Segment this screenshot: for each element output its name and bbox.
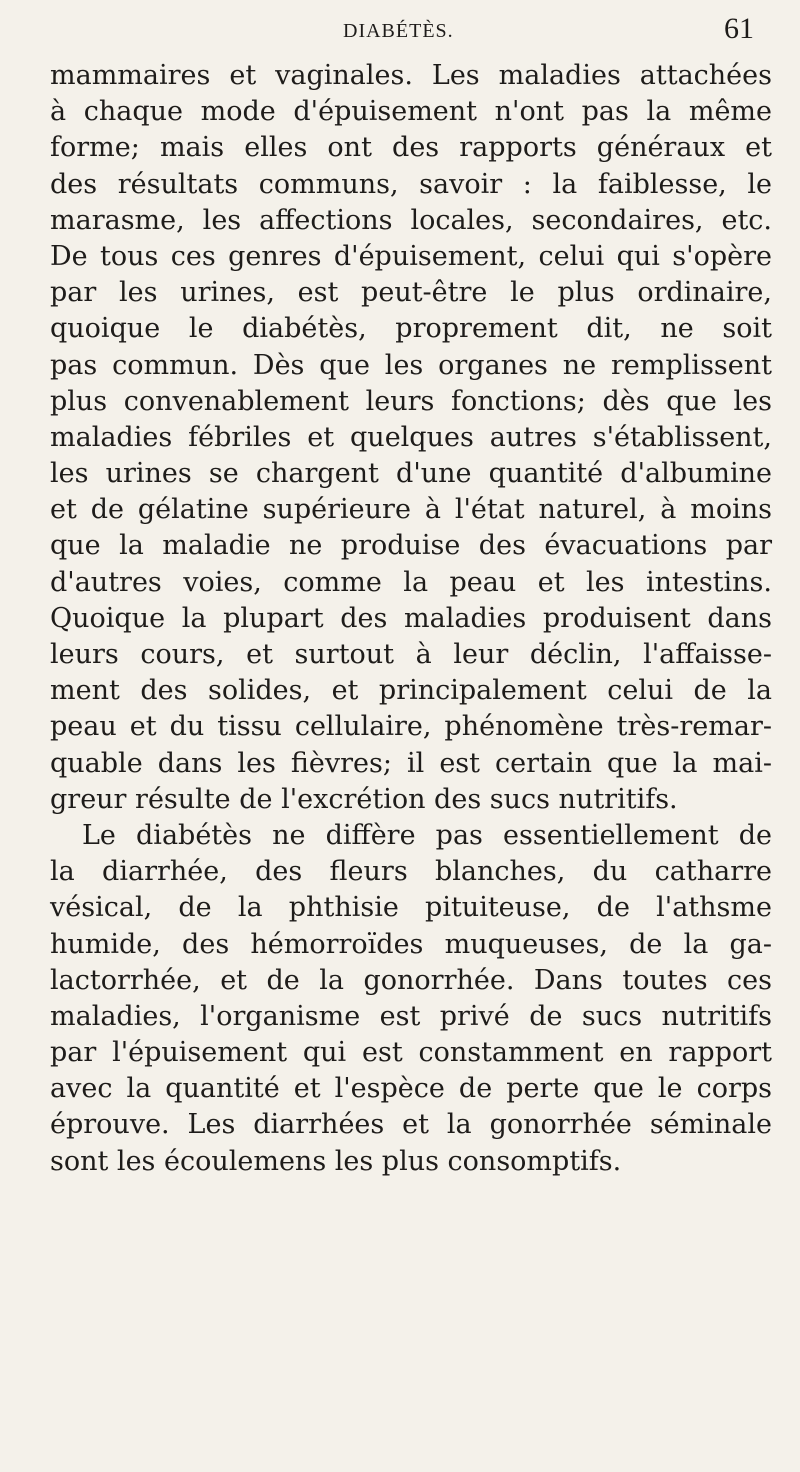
text-line: et de gélatine supérieure à l'état naturel, à moins	[50, 494, 772, 526]
text-line: forme; mais elles ont des rapports généraux et	[50, 132, 772, 164]
text-line: éprouve. Les diarrhées et la gonorrhée séminale	[50, 1109, 772, 1141]
text-line: Quoique la plupart des maladies produisent dans	[50, 602, 772, 634]
paragraph-end-line: sont les écoulemens les plus consomptifs.	[50, 1145, 622, 1177]
text-line: que la maladie ne produise des évacuations par	[50, 530, 772, 562]
text-line: ment des solides, et principalement celui de la	[50, 675, 772, 707]
page-number: 61	[724, 12, 754, 45]
paragraph-start-line: Le diabétès ne diffère pas essentiellement de	[82, 819, 772, 851]
text-line: des résultats communs, savoir : la faiblesse, le	[50, 168, 772, 200]
body-text	[50, 58, 772, 1180]
text-line: quable dans les fièvres; il est certain que la mai-	[50, 747, 772, 779]
text-line: à chaque mode d'épuisement n'ont pas la même	[50, 96, 772, 128]
text-line: De tous ces genres d'épuisement, celui qui s'opère	[50, 240, 772, 272]
text-line: maladies fébriles et quelques autres s'établissent,	[50, 421, 772, 453]
text-line: quoique le diabétès, proprement dit, ne soit	[50, 313, 772, 345]
running-header	[0, 10, 800, 46]
running-title: DIABÉTÈS.	[343, 20, 454, 42]
text-line: par l'épuisement qui est constamment en rapport	[50, 1037, 772, 1069]
text-line: les urines se chargent d'une quantité d'albumine	[50, 458, 772, 490]
text-line: humide, des hémorroïdes muqueuses, de la ga-	[50, 928, 772, 960]
text-line: pas commun. Dès que les organes ne remplissent	[50, 349, 772, 381]
text-line: par les urines, est peut-être le plus ordinaire,	[50, 277, 772, 309]
text-line: marasme, les affections locales, secondaires, etc.	[50, 204, 772, 236]
text-line: la diarrhée, des fleurs blanches, du catharre	[50, 856, 772, 888]
text-line: leurs cours, et surtout à leur déclin, l'affaisse-	[50, 639, 772, 670]
text-line: vésical, de la phthisie pituiteuse, de l'athsme	[50, 892, 772, 924]
text-line: peau et du tissu cellulaire, phénomène très-remar-	[50, 711, 772, 743]
text-line: d'autres voies, comme la peau et les intestins.	[50, 566, 772, 598]
text-line: mammaires et vaginales. Les maladies attachées	[50, 60, 772, 91]
text-line: avec la quantité et l'espèce de perte que le corps	[50, 1073, 772, 1105]
text-line: plus convenablement leurs fonctions; dès que les	[50, 385, 772, 417]
text-line: maladies, l'organisme est privé de sucs nutritifs	[50, 1000, 772, 1032]
text-line: lactorrhée, et de la gonorrhée. Dans toutes ces	[50, 964, 772, 996]
paragraph-end-line: greur résulte de l'excrétion des sucs nutritifs.	[50, 783, 678, 815]
